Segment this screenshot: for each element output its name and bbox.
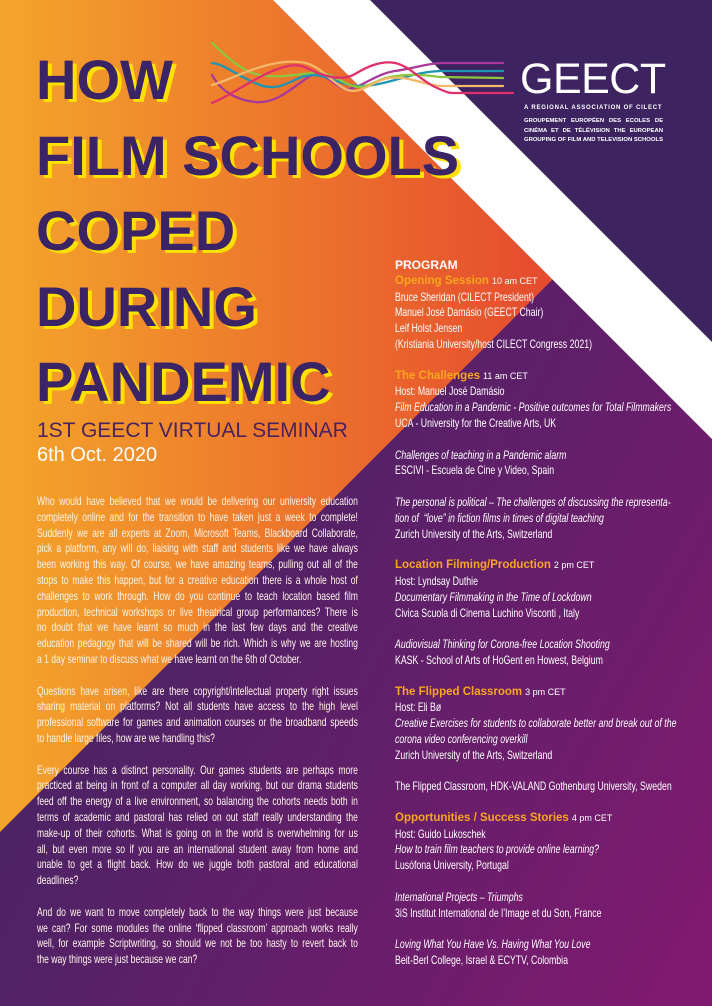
talk-institution: Zurich University of the Arts, Switzerland: [395, 526, 553, 541]
intro-line: sharing material on platforms? Not all students have access to the high level: [37, 699, 358, 714]
talk-title: International Projects – Triumphs: [395, 889, 523, 904]
talk-title: Audiovisual Thinking for Corona-free Location Shooting: [395, 637, 610, 652]
session-host: Host: Lyndsay Duthie: [395, 573, 478, 588]
session-host: Host: Eli Bø: [395, 700, 442, 715]
session-speaker: Bruce Sheridan (CILECT President): [395, 289, 535, 304]
intro-paragraph: [37, 684, 367, 747]
program-spacer: [395, 795, 705, 811]
title-line: DURING: [36, 274, 257, 338]
session-heading: [395, 558, 705, 574]
talk-institution: Zurich University of the Arts, Switzerland: [395, 747, 553, 762]
intro-line: practiced at being in front of a computer all day working, but our drama students: [37, 778, 358, 793]
talk-title: Creative Exercises for students to collaborate better and break out of the: [395, 716, 677, 731]
intro-line: Questions have arisen, like are there copyright/intellectual property right issues: [37, 683, 358, 698]
talk-institution: KASK - School of Arts of HoGent en Howest, Belgium: [395, 652, 603, 667]
intro-line: deadlines?: [37, 873, 79, 888]
session-speaker: (Kristiania University/host CILECT Congress 2021): [395, 336, 593, 351]
talk-title: tion of “love” in fiction films in times of digital teaching: [395, 510, 604, 525]
intro-line: feed off the energy of a live environment, so balancing the cohorts needs both in: [37, 794, 358, 809]
intro-line: education pedagogy that will be shared will be rich. Which is why we are hosting: [37, 636, 358, 651]
intro-line: challenges to work through. How do you continue to teach location based film: [37, 588, 358, 603]
title-line: HOW: [36, 48, 173, 111]
intro-line: professional software for games and animation courses or the broadband speeds: [37, 715, 358, 730]
program-spacer: [395, 669, 705, 685]
session-host: Host: Guido Lukoschek: [395, 826, 486, 841]
intro-line: to handle large files, how are we handling this?: [37, 730, 215, 745]
session-heading: [395, 811, 705, 827]
session-title: Opportunities / Success Stories: [395, 811, 569, 824]
intro-line: unable to get a flight back. How do we juggle both pastoral and educational: [37, 857, 358, 872]
talk-title: How to train film teachers to provide online learning?: [395, 842, 600, 857]
session-speaker: Manuel José Damásio (GEECT Chair): [395, 305, 544, 320]
intro-line: we can? For some modules the online ‘flipped classroom’ approach works really: [37, 920, 358, 935]
intro-line: completely online and for the transition to have taken just a week to complete!: [37, 509, 358, 524]
session-time: 4 pm CET: [571, 812, 613, 823]
intro-line: all, but even more so if you are an international student away from home and: [37, 841, 358, 856]
talk-institution: Civica Scuola di Cinema Luchino Visconti , Italy: [395, 605, 580, 620]
program-list: [395, 258, 705, 969]
talk-title: Documentary Filmmaking in the Time of Lockdown: [395, 589, 592, 604]
intro-line: stops to make this happen, but for a creative education there is a whole host of: [37, 572, 358, 587]
session-title: Location Filming/Production: [395, 559, 551, 572]
logo-description-line: GROUPEMENT EUROPÉEN DES ECOLES DE: [524, 118, 663, 125]
logo-description-line: GROUPING OF FILM AND TELEVISION SCHOOLS: [524, 136, 663, 143]
intro-paragraph: [37, 905, 367, 968]
intro-line: the way things were just because we can?: [37, 952, 198, 967]
intro-line: pick a platform, any will do, liaising with staff and students like we have always: [37, 541, 358, 556]
talk-title: The personal is political – The challenges of discussing the representa-: [395, 494, 671, 509]
program-spacer: [395, 432, 705, 448]
session-time: 10 am CET: [491, 275, 538, 286]
session-heading: [395, 369, 705, 385]
program-spacer: [395, 921, 705, 937]
intro-paragraph: [37, 494, 367, 668]
talk-institution: 3iS Institut International de l’Image et du Son, France: [395, 905, 602, 920]
session-time: 2 pm CET: [553, 560, 595, 571]
intro-line: make-up of their cohorts. What is going on in the world is overwhelming for us: [37, 825, 358, 840]
program-spacer: [395, 764, 705, 780]
intro-line: a 1 day seminar to discuss what we have learnt on the 6th of October.: [37, 651, 302, 666]
seminar-date: 6th Oct. 2020: [37, 444, 158, 466]
talk-title: Film Education in a Pandemic - Positive outcomes for Total Filmmakers: [395, 400, 672, 415]
logo-wordmark: GEECT: [520, 55, 666, 103]
logo-description: [524, 117, 663, 145]
talk-title: corona video conferencing overkill: [395, 731, 528, 746]
intro-text: [37, 494, 367, 984]
session-title: Opening Session: [395, 274, 489, 287]
talk-title: Challenges of teaching in a Pandemic alarm: [395, 447, 567, 462]
intro-line: been working this way. Of course, we have amazing teams, pulling out all of the: [37, 557, 358, 572]
session-host: Host: Manuel José Damásio: [395, 384, 505, 399]
talk-institution: Lusófona University, Portugal: [395, 858, 509, 873]
talk-institution: UCA - University for the Creative Arts, UK: [395, 415, 557, 430]
intro-line: terms of academic and pastoral has relied on out staff really understanding the: [37, 809, 358, 824]
title-line: PANDEMIC: [36, 350, 331, 413]
program-spacer: [395, 479, 705, 495]
program-heading: PROGRAM: [395, 258, 458, 272]
session-time: 11 am CET: [483, 370, 528, 381]
intro-line: Every course has a distinct personality. Our games students are perhaps more: [37, 762, 358, 777]
intro-paragraph: [37, 763, 367, 889]
logo-tagline: A REGIONAL ASSOCIATION OF CILECT: [524, 105, 663, 111]
session-heading: [395, 274, 705, 290]
talk-title: Loving What You Have Vs. Having What You Love: [395, 937, 591, 952]
session-speaker: Leif Holst Jensen: [395, 321, 463, 336]
session-title: The Challenges: [395, 369, 480, 382]
intro-line: Suddenly we are all experts at Zoom, Microsoft Teams, Blackboard Collaborate,: [37, 525, 358, 540]
intro-line: And do we want to move completely back to the way things were just because: [37, 904, 358, 919]
intro-line: well, for example Scriptwriting, so should we not be too hasty to revert back to: [37, 936, 358, 951]
program-spacer: [395, 353, 705, 369]
session-title: The Flipped Classroom: [395, 685, 523, 698]
title-line: FILM SCHOOLS: [36, 123, 460, 187]
talk-institution: ESCIVI - Escuela de Cine y Video, Spain: [395, 463, 555, 478]
intro-line: production, technical workshops or live theatrical group performances? There is: [37, 604, 358, 619]
talk-institution: Beit-Berl College, Israel & ECYTV, Colombia: [395, 953, 569, 968]
session-time: 3 pm CET: [525, 686, 566, 697]
program-spacer: [395, 542, 705, 558]
program-spacer: [395, 621, 705, 637]
intro-line: no doubt that we have learnt so much in the last few days and the creative: [37, 620, 358, 635]
seminar-subtitle: 1ST GEECT VIRTUAL SEMINAR: [37, 419, 348, 442]
session-heading: [395, 685, 705, 701]
talk-institution: The Flipped Classroom, HDK-VALAND Gothenburg University, Sweden: [395, 779, 672, 794]
intro-line: Who would have believed that we would be delivering our university education: [37, 494, 358, 508]
logo-description-line: CINÉMA ET DE TÉLÉVISION THE EUROPEAN: [524, 127, 663, 134]
program-spacer: [395, 874, 705, 890]
title-line: COPED: [36, 199, 236, 262]
